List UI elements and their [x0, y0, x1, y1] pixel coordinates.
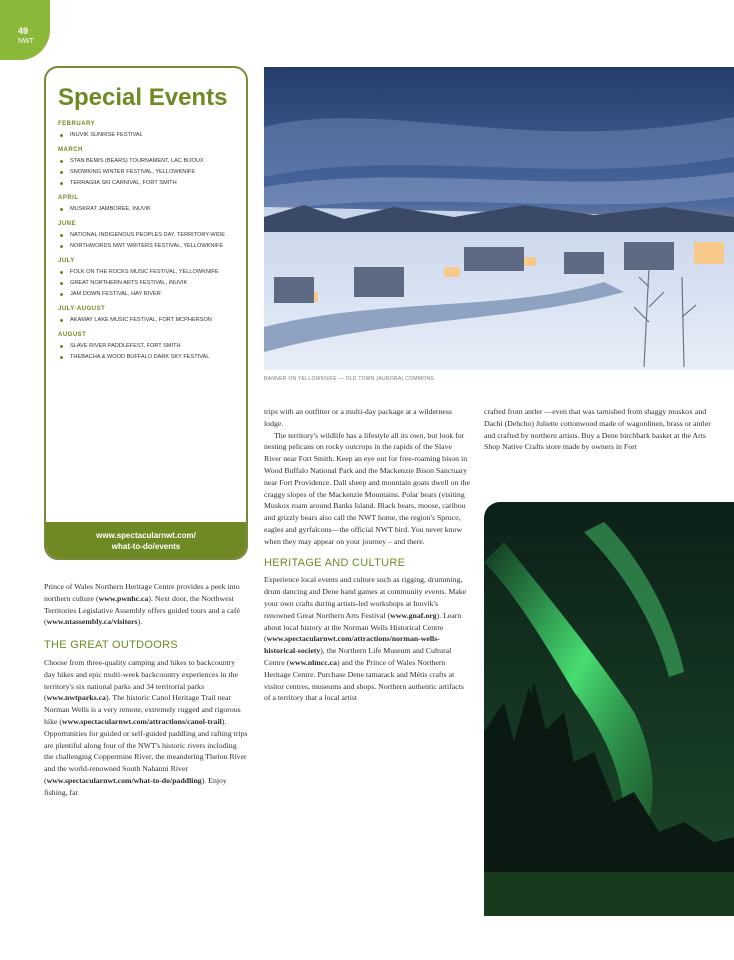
event-item [58, 205, 238, 213]
event-item [58, 342, 238, 350]
event-item [58, 290, 238, 298]
event-label: INUVIK SUNRISE FESTIVAL [70, 132, 143, 138]
event-item [58, 279, 238, 287]
event-label: GREAT NORTHERN ARTS FESTIVAL, INUVIK [70, 280, 188, 286]
bullet-icon [60, 271, 63, 274]
event-item [58, 316, 238, 324]
event-item [58, 268, 238, 276]
event-label: NORTHWORDS NWT WRITERS FESTIVAL, YELLOWKNIFE [70, 243, 224, 249]
event-label: THEBACHA & WOOD BUFFALO DARK SKY FESTIVAL [70, 354, 210, 360]
bullet-icon [60, 345, 63, 348]
town-photo-svg [264, 67, 734, 370]
canol-link[interactable]: www.spectacularnwt.com/attractions/canol-trail [61, 716, 222, 726]
event-item [58, 131, 238, 139]
event-item [58, 242, 238, 250]
bullet-icon [60, 356, 63, 359]
event-label: AKAMAY LAKE MUSIC FESTIVAL, FORT MCPHERSON [70, 317, 212, 323]
event-label: SLAVE RIVER PADDLEFEST, FORT SMITH [70, 343, 181, 349]
event-label: FOLK ON THE ROCKS MUSIC FESTIVAL, YELLOWKNIFE [70, 269, 219, 275]
right-column-text [484, 406, 712, 453]
heritage-heading: HERITAGE AND CULTURE [264, 556, 406, 569]
month-heading: JUNE [58, 221, 77, 227]
photo-caption: BANNER ON YELLOWKNIFE — OLD TOWN (AURORA) COMMONS [264, 376, 434, 382]
middle-column-text [264, 406, 470, 704]
nlmcc-link[interactable]: www.nlmcc.ca [289, 657, 337, 667]
outdoors-paragraph: Choose from three-quality camping and hikes to backcountry day hikes and epic multi-week backcountry experiences in the territory's six national parks and 34 territorial parks (www.nwtparks.ca). The historic Canol Heritage Trail near Norman Wells is a very remote, extremely rugged and rigorous hike (www.spectacularnwt.com/attractions/canol-trail). Opportunities for guided or self-guided paddling and rafting trips are plentiful along four of the NWT's historic rivers including the challenging Coppermine River, the meandering Thelon River and the world-renowned South Nahanni River (www.spectacularnwt.com/what-to-do/paddling). Enjoy fishing, fat [44, 657, 248, 797]
assembly-link[interactable]: www.ntassembly.ca/visitors [46, 617, 138, 627]
section-label: NWT [18, 38, 34, 45]
left-column-text [44, 581, 248, 799]
bullet-icon [60, 293, 63, 296]
nwtparks-link[interactable]: www.nwtparks.ca [46, 693, 106, 703]
bullet-icon [60, 245, 63, 248]
bullet-icon [60, 160, 63, 163]
wildlife-paragraph: The territory's wildlife has a lifestyle all its own, but look for nesting pelicans on rocky outcrops in the rapids of the Slave River near Fort Smith. Keep an eye out for free-roaming bison in Wood Buffalo National Park and the Mackenzie Bison Sanctuary near Fort Providence. Dall sheep and mountain goats dwell on the craggy slopes of the Mackenzie Mountains. Polar bears (visiting Muskox roam around Banks Island. Black bears, moose, caribou and grizzly bears also call the NWT home, the region's Spruce, eagles and gyrfalcons—the official NWT bird. You never know when they may appear on your journey – and there. [264, 430, 470, 546]
bullet-icon [60, 319, 63, 322]
crafts-paragraph: crafted from antler —even that was tarnished from shaggy muskox and Dachi (Dehcho) Juliette cottonwood made of wagonlinen, brass or antler and crafted by northern artists. Buy a Dene birchbark basket at the Arts Shop Native Crafts store made by owners in Fort [484, 407, 711, 452]
outdoors-heading: THE GREAT OUTDOORS [44, 639, 178, 652]
event-item [58, 157, 238, 165]
special-events-sidebar [44, 66, 248, 560]
month-heading: FEBRUARY [58, 121, 96, 127]
bullet-icon [60, 208, 63, 211]
norman-wells-link[interactable]: www.spectacularnwt.com/attractions/norman-wells-historical-society [264, 634, 440, 656]
month-heading: JULY-AUGUST [58, 306, 106, 312]
event-item [58, 353, 238, 361]
month-heading: MARCH [58, 147, 83, 153]
pwnhc-link[interactable]: www.pwnhc.ca [98, 593, 149, 603]
page-number: 49 [18, 26, 29, 36]
page-tab [0, 0, 50, 60]
event-label: TERRAGIIA SKI CARNIVAL, FORT SMITH [70, 180, 177, 186]
events-list [58, 120, 238, 361]
bullet-icon [60, 282, 63, 285]
sidebar-title: Special Events [58, 84, 228, 111]
event-item [58, 231, 238, 239]
event-label: JAM DOWN FESTIVAL, HAY RIVER [70, 291, 161, 297]
heritage-paragraph: Experience local events and culture such as rigging, drumming, drum dancing and Dene hand games at community events. Make your own crafts during artists-led workshops at Inuvik's renowned Great Northern Arts Festival (www.gnaf.org). Learn about local history at the Norman Wells Historical Centre (www.spectacularnwt.com/attractions/norman-wells-historical-society), the Northern Life Museum and Cultural Centre (www.nlmcc.ca) and the Prince of Wales Northern Heritage Centre. Purchase Dene tamarack and Métis crafts at visitor centres, museums and shops. Northern authentic artifacts of a territory that a local artist [264, 575, 467, 703]
paddling-link[interactable]: www.spectacularnwt.com/what-to-do/paddling [46, 775, 202, 785]
intro-paragraph: Prince of Wales Northern Heritage Centre provides a peek into northern culture (www.pwnhc.ca). Next door, the Northwest Territories Legislative Assembly offers guided tours and a café (www.ntassembly.ca/visitors). [44, 582, 240, 627]
month-heading: JULY [58, 258, 75, 264]
event-item [58, 179, 238, 187]
event-item [58, 168, 238, 176]
sidebar-footer [46, 522, 246, 558]
event-label: SNOWKING WINTER FESTIVAL, YELLOWKNIFE [70, 169, 196, 175]
event-label: STAN BEMIS (BEARS) TOURNAMENT, LAC BIJOUX [70, 158, 204, 164]
trips-paragraph: trips with an outfitter or a multi-day package at a wilderness lodge. [264, 407, 452, 428]
bullet-icon [60, 234, 63, 237]
events-link-cont[interactable]: what-to-do/events [111, 542, 181, 551]
aurora-photo [484, 502, 734, 916]
bullet-icon [60, 134, 63, 137]
town-winter-photo [264, 67, 734, 370]
events-link[interactable]: www.spectacularnwt.com/ [96, 531, 196, 540]
gnaf-link[interactable]: www.gnaf.org [390, 610, 437, 620]
bullet-icon [60, 171, 63, 174]
bullet-icon [60, 182, 63, 185]
event-label: MUSKRAT JAMBOREE, INUVIK [70, 206, 151, 212]
aurora-photo-svg [484, 502, 734, 916]
event-label: NATIONAL INDIGENOUS PEOPLES DAY, TERRITORY-WIDE [70, 232, 226, 238]
month-heading: APRIL [58, 195, 79, 201]
month-heading: AUGUST [58, 332, 87, 338]
